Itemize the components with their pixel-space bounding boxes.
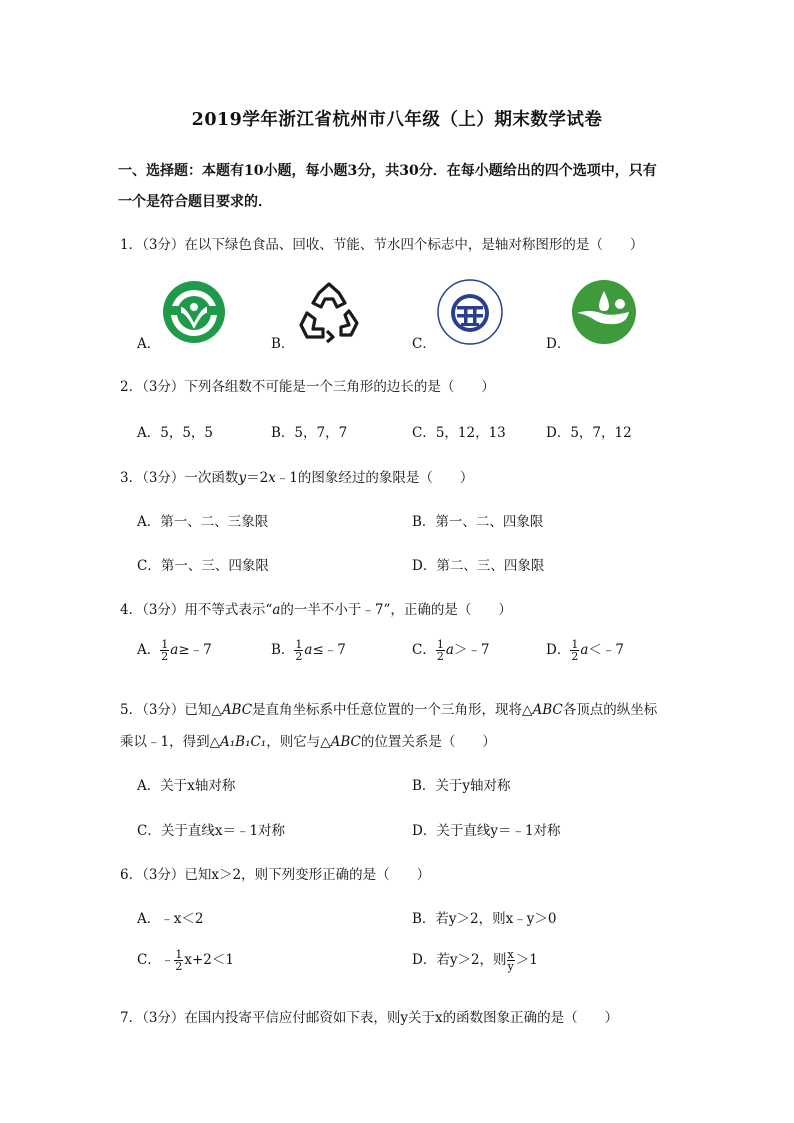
q4-option-d-label: D． <box>546 642 571 658</box>
q6-option-d <box>412 948 538 972</box>
q3-option-b: B．第一、二、四象限 <box>412 514 544 530</box>
q4-option-a-rhs: ≥﹣7 <box>178 642 212 658</box>
q4-stem-prefix: 4．（3分）用不等式表示“ <box>120 602 273 618</box>
question-1-stem: 1．（3分）在以下绿色食品、回收、节能、节水四个标志中，是轴对称图形的是（ ） <box>120 237 644 253</box>
q6-option-c-sign: ﹣ <box>160 952 175 968</box>
q4-option-c-label: C． <box>412 642 436 658</box>
question-6-stem: 6．（3分）已知x＞2，则下列变形正确的是（ ） <box>120 867 431 883</box>
q3-option-c: C．第一、三、四象限 <box>137 558 269 574</box>
fraction-denominator: y <box>507 960 514 973</box>
fraction-denominator: 2 <box>161 650 169 663</box>
q1-option-b-label: B． <box>271 336 295 352</box>
fraction-denominator: 2 <box>571 650 579 663</box>
fraction-numerator: 1 <box>161 638 169 651</box>
q3-stem-prefix: 3．（3分）一次函数 <box>120 470 239 486</box>
q6-option-c-rest: x+2＜1 <box>184 952 234 968</box>
q5-line2-b: ，则它与△ <box>266 734 331 750</box>
question-3-stem <box>120 466 473 486</box>
water-saving-logo-icon <box>571 279 637 345</box>
q5-line1-abc: ABC <box>221 702 253 718</box>
q5-line1-b: 是直角坐标系中任意位置的一个三角形，现将△ <box>252 702 533 718</box>
q6-option-d-fraction <box>507 949 515 972</box>
q5-option-c: C．关于直线x＝﹣1对称 <box>137 823 286 839</box>
page-title: 2019学年浙江省杭州市八年级（上）期末数学试卷 <box>191 110 603 130</box>
q3-option-d: D．第二、三、四象限 <box>412 558 545 574</box>
fraction-numerator: 1 <box>175 948 183 961</box>
q5-line1-abc2: ABC <box>532 702 563 718</box>
q6-option-c <box>137 948 234 972</box>
q2-option-b: B．5，7，7 <box>271 425 348 441</box>
q1-option-c-label: C． <box>412 336 436 352</box>
q4-option-c <box>412 638 490 662</box>
q4-option-a-fraction <box>160 639 169 662</box>
q5-option-d: D．关于直线y＝﹣1对称 <box>412 823 561 839</box>
q5-line2-c: 的位置关系是（ ） <box>360 734 496 750</box>
q4-option-b-var: a <box>304 642 313 658</box>
question-7-stem: 7．（3分）在国内投寄平信应付邮资如下表，则y关于x的函数图象正确的是（ ） <box>120 1010 619 1026</box>
q6-option-a: A．﹣x＜2 <box>137 911 204 927</box>
q6-option-c-label: C． <box>137 952 161 968</box>
q4-stem-suffix: 的一半不小于﹣7”，正确的是（ ） <box>280 602 512 618</box>
q4-option-b-rhs: ≤﹣7 <box>312 642 346 658</box>
q3-stem-suffix: ﹣1的图象经过的象限是（ ） <box>275 470 474 486</box>
q4-option-d-var: a <box>580 642 589 658</box>
q2-option-d: D．5，7，12 <box>546 425 632 441</box>
q4-option-d-rhs: ＜﹣7 <box>588 642 624 658</box>
q4-option-b <box>271 638 346 662</box>
q3-stem-var-y: y <box>238 470 247 486</box>
q4-option-c-rhs: ＞﹣7 <box>453 642 490 658</box>
fraction-numerator: 1 <box>436 638 444 651</box>
q4-option-b-fraction <box>294 639 303 662</box>
question-5-stem-line1 <box>120 698 657 718</box>
q6-option-d-label: D．若y＞2，则 <box>412 952 507 968</box>
q4-option-a <box>137 638 212 662</box>
q3-stem-eq: ＝2 <box>246 470 269 486</box>
q4-option-d-fraction <box>570 639 579 662</box>
q4-option-c-fraction <box>436 639 445 662</box>
section-heading-line2: 一个是符合题目要求的． <box>118 194 272 210</box>
fraction-numerator: 1 <box>295 638 303 651</box>
question-2-stem: 2．（3分）下列各组数不可能是一个三角形的边长的是（ ） <box>120 379 495 395</box>
fraction-denominator: 2 <box>175 960 183 973</box>
q5-option-a: A．关于x轴对称 <box>137 778 236 794</box>
q6-option-d-rest: ＞1 <box>515 952 538 968</box>
q4-option-a-var: a <box>170 642 179 658</box>
q5-line2-a: 乘以﹣1，得到△ <box>120 734 220 750</box>
q1-option-d-label: D． <box>546 336 571 352</box>
q3-stem-var-x: x <box>268 470 276 486</box>
recycle-logo-icon <box>297 281 363 345</box>
energy-saving-logo-icon <box>437 279 503 345</box>
q6-option-c-fraction <box>174 949 183 972</box>
q4-option-a-label: A． <box>137 642 161 658</box>
q3-option-a: A．第一、二、三象限 <box>137 514 269 530</box>
q5-line1-c: 各顶点的纵坐标 <box>562 702 658 718</box>
q2-option-c: C．5，12，13 <box>412 425 506 441</box>
q6-option-b: B．若y＞2，则x﹣y＞0 <box>412 911 557 927</box>
q1-option-a-label: A． <box>137 336 161 352</box>
fraction-numerator: x <box>507 948 514 961</box>
q4-stem-var: a <box>272 602 281 618</box>
q4-option-d <box>546 638 624 662</box>
q5-line2-abc: ABC <box>330 734 361 750</box>
section-heading-line1: 一、选择题：本题有10小题，每小题3分，共30分．在每小题给出的四个选项中，只有 <box>118 163 657 179</box>
fraction-numerator: 1 <box>571 638 579 651</box>
q5-line2-triangle: A₁B₁C₁ <box>219 734 267 750</box>
q4-option-c-var: a <box>445 642 454 658</box>
question-4-stem <box>120 598 512 618</box>
fraction-denominator: 2 <box>295 650 303 663</box>
q5-option-b: B．关于y轴对称 <box>412 778 511 794</box>
green-food-logo-icon <box>162 280 226 344</box>
q4-option-b-label: B． <box>271 642 295 658</box>
question-5-stem-line2 <box>120 730 496 750</box>
q2-option-a: A．5，5，5 <box>137 425 214 441</box>
q5-line1-a: 5．（3分）已知△ <box>120 702 222 718</box>
fraction-denominator: 2 <box>436 650 444 663</box>
